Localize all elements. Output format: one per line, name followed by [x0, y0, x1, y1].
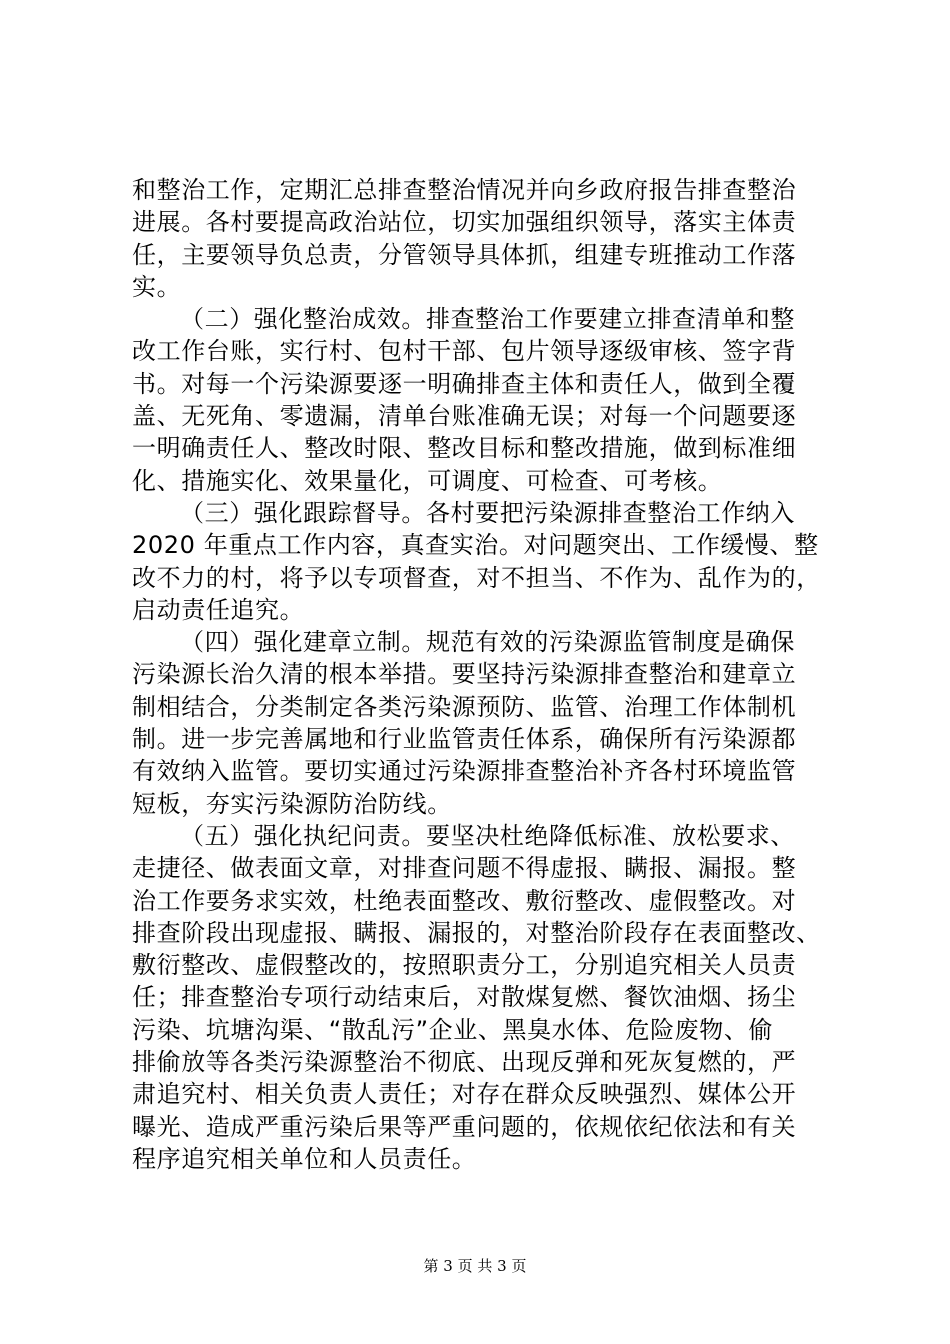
- text-line: 和整治工作，定期汇总排查整治情况并向乡政府报告排查整治: [132, 176, 797, 204]
- text-line: 曝光、造成严重污染后果等严重问题的，依规依纪依法和有关: [132, 1112, 797, 1141]
- text-line: 启动责任追究。: [132, 595, 305, 624]
- text-line: 一明确责任人、整改时限、整改目标和整改措施，做到标准细: [132, 434, 797, 463]
- text-line: 改工作台账，实行村、包村干部、包片领导逐级审核、签字背: [132, 337, 797, 366]
- text-line: 改不力的村，将予以专项督查，对不担当、不作为、乱作为的，: [132, 563, 821, 592]
- paragraph-first-line: （四）强化建章立制。规范有效的污染源监管制度是确保: [180, 628, 795, 657]
- text-line: 程序追究相关单位和人员责任。: [132, 1144, 477, 1173]
- text-line: 任，主要领导负总责，分管领导具体抓，组建专班推动工作落: [132, 240, 797, 269]
- text-line: 制相结合，分类制定各类污染源预防、监管、治理工作体制机: [132, 692, 797, 721]
- text-line: 排偷放等各类污染源整治不彻底、出现反弹和死灰复燃的，严: [132, 1048, 797, 1077]
- text-line: 化、措施实化、效果量化，可调度、可检查、可考核。: [132, 466, 723, 495]
- text-line: 任；排查整治专项行动结束后，对散煤复燃、餐饮油烟、扬尘: [132, 983, 797, 1012]
- text-line: 2020 年重点工作内容，真查实治。对问题突出、工作缓慢、整: [132, 531, 819, 560]
- text-line: 污染、坑塘沟渠、“散乱污”企业、黑臭水体、危险废物、偷: [132, 1015, 774, 1044]
- text-line: 盖、无死角、零遗漏，清单台账准确无误；对每一个问题要逐: [132, 402, 797, 431]
- text-line: 实。: [132, 272, 182, 301]
- text-line: 敷衍整改、虚假整改的，按照职责分工，分别追究相关人员责: [132, 951, 797, 980]
- paragraph-first-line: （三）强化跟踪督导。各村要把污染源排查整治工作纳入: [180, 498, 795, 527]
- paragraph-first-line: （五）强化执纪问责。要坚决杜绝降低标准、放松要求、: [180, 821, 795, 850]
- text-line: 治工作要务求实效，杜绝表面整改、敷衍整改、虚假整改。对: [132, 886, 797, 915]
- text-line: 污染源长治久清的根本举措。要坚持污染源排查整治和建章立: [132, 660, 797, 689]
- text-line: 有效纳入监管。要切实通过污染源排查整治补齐各村环境监管: [132, 757, 797, 786]
- text-line: 肃追究村、相关负责人责任；对存在群众反映强烈、媒体公开: [132, 1080, 797, 1109]
- text-line: 短板，夯实污染源防治防线。: [132, 789, 452, 818]
- text-line: 排查阶段出现虚报、瞒报、漏报的，对整治阶段存在表面整改、: [132, 918, 821, 947]
- document-body: [132, 174, 832, 1175]
- text-line: 进展。各村要提高政治站位，切实加强组织领导，落实主体责: [132, 208, 797, 237]
- page-number-footer: 第 3 页 共 3 页: [423, 1257, 527, 1275]
- text-line: 书。对每一个污染源要逐一明确排查主体和责任人，做到全覆: [132, 369, 797, 398]
- paragraph-first-line: （二）强化整治成效。排查整治工作要建立排查清单和整: [180, 305, 795, 334]
- text-line: 制。进一步完善属地和行业监管责任体系，确保所有污染源都: [132, 725, 797, 754]
- text-line: 走捷径、做表面文章，对排查问题不得虚报、瞒报、漏报。整: [132, 854, 797, 883]
